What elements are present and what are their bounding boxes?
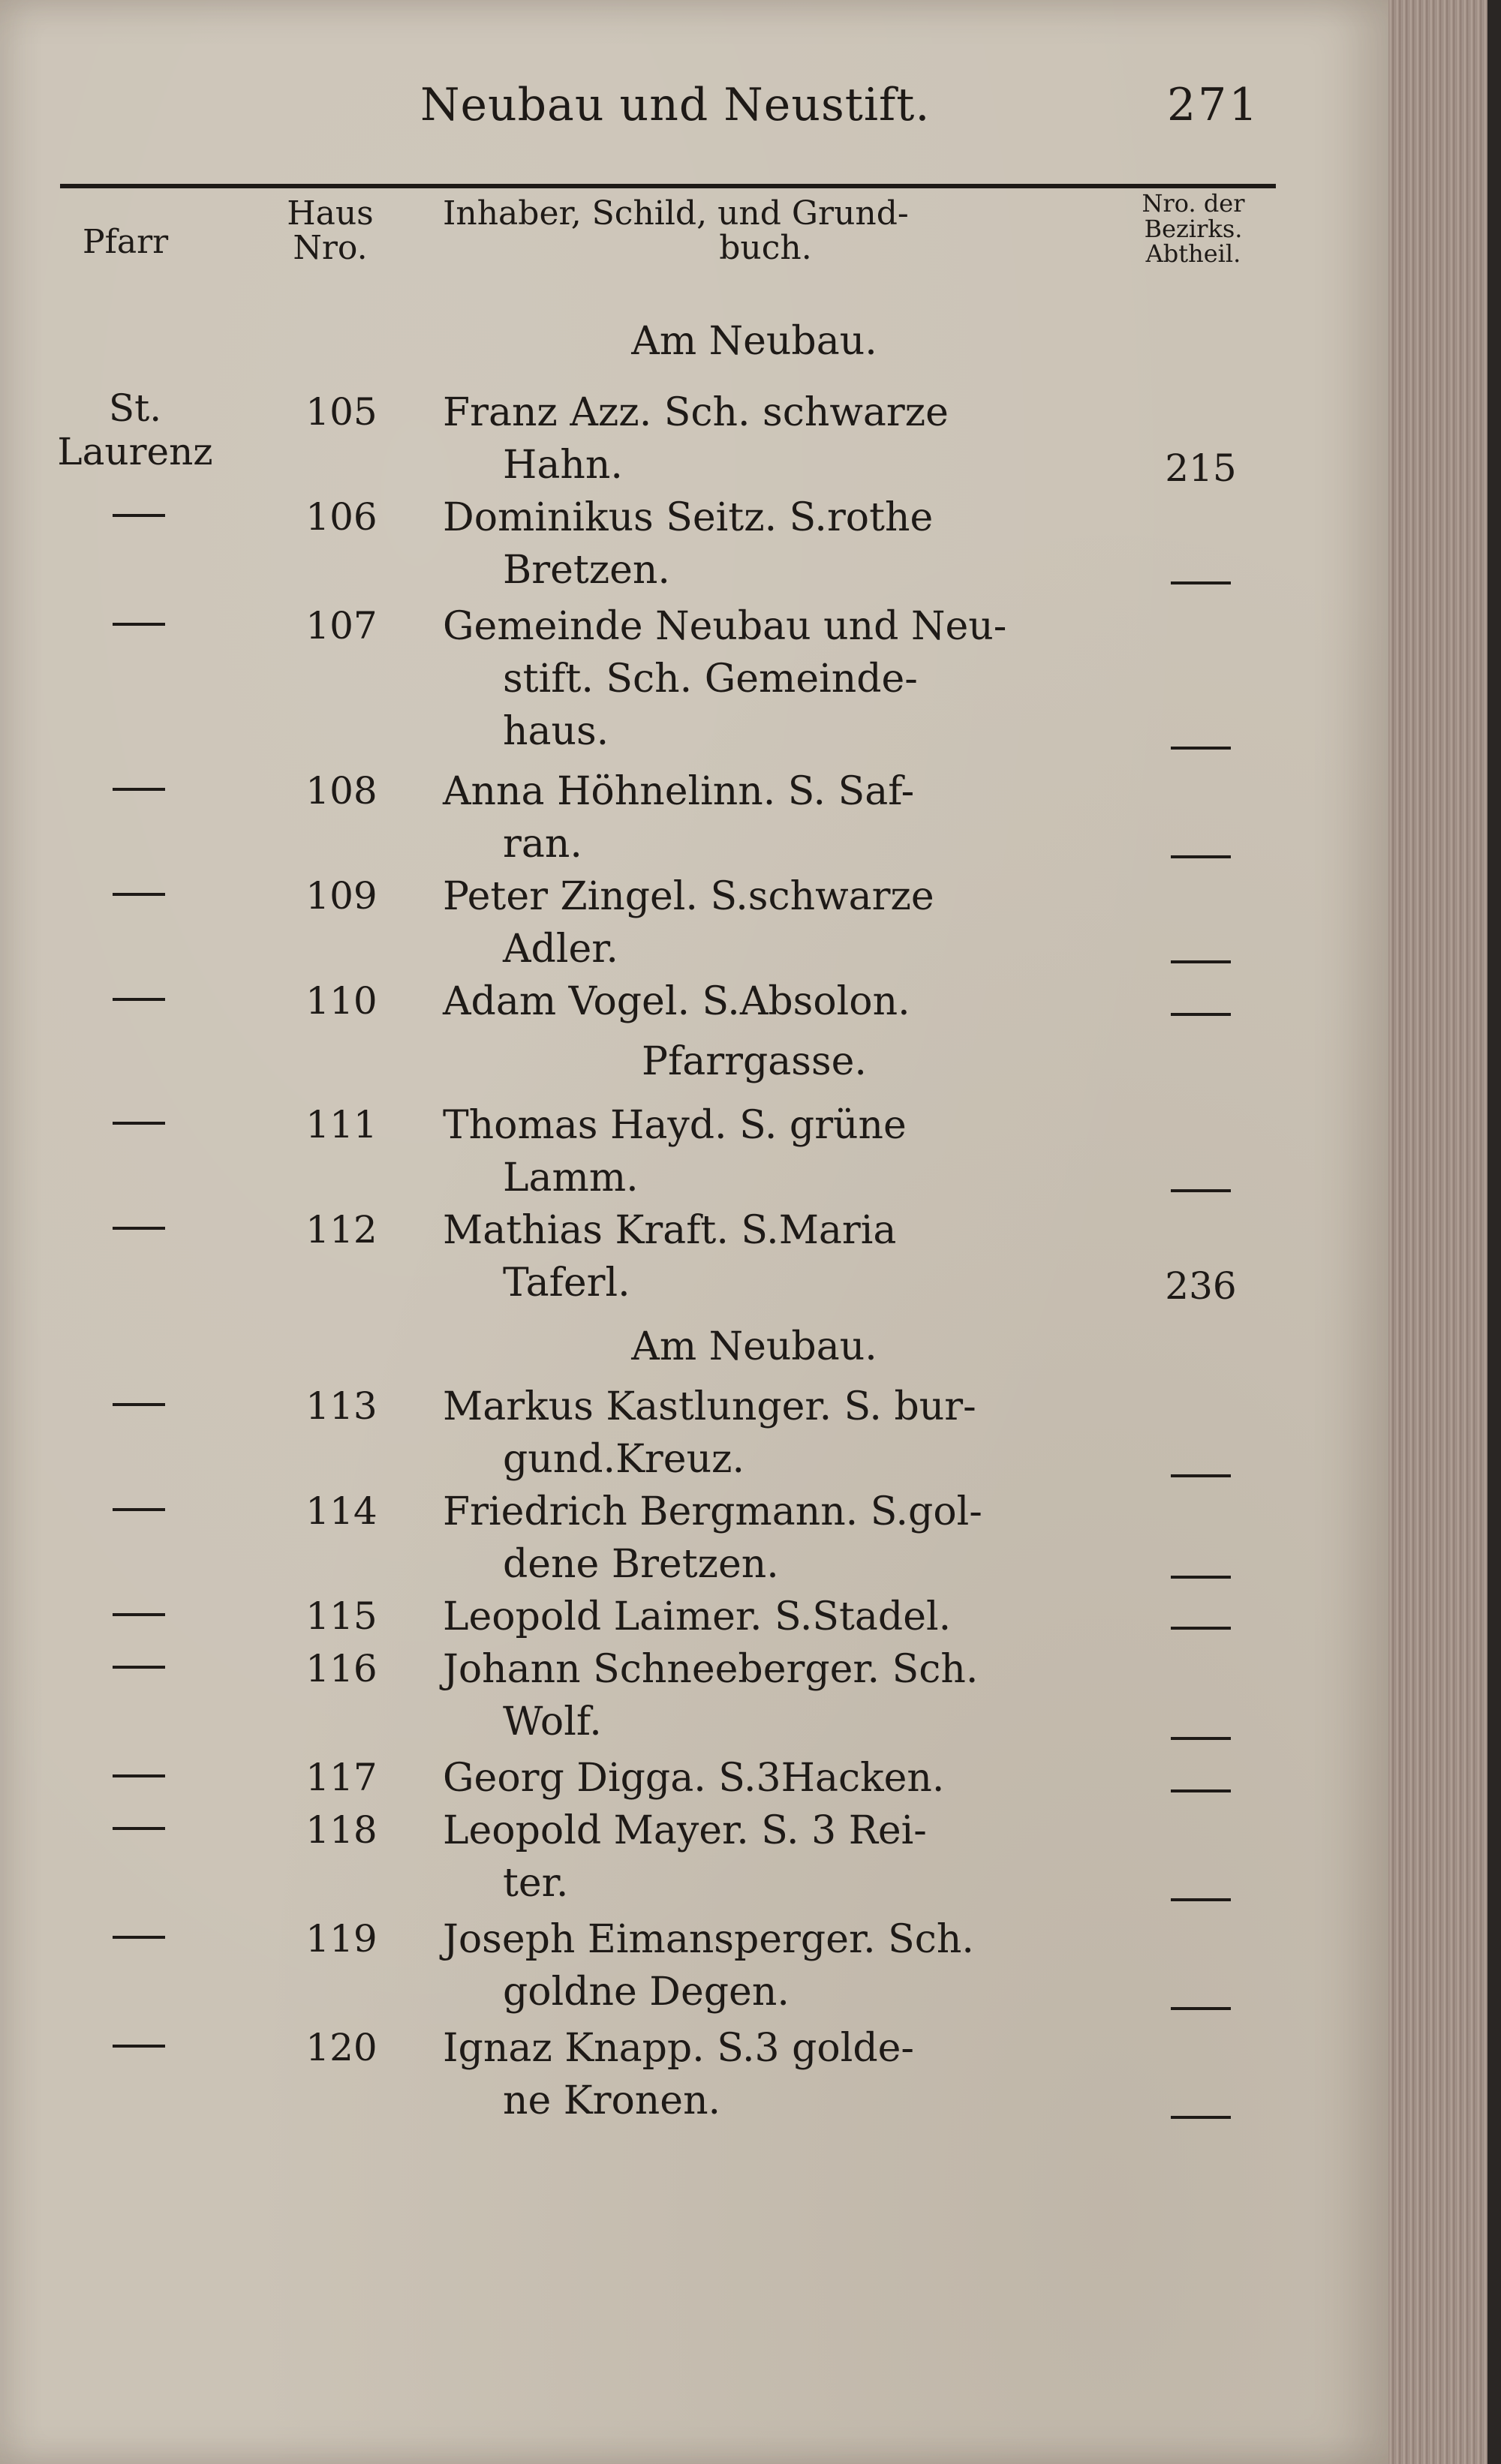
ditto-dash <box>1171 960 1231 963</box>
entry-line: Anna Höhnelinn. S. Saf- <box>443 769 915 814</box>
column-header-district <box>1103 191 1283 267</box>
pfarr-line2: Laurenz <box>57 430 213 473</box>
column-header-district-line3: Abtheil. <box>1145 239 1241 269</box>
district-number: 236 <box>1165 1264 1237 1308</box>
entry-text <box>443 1913 1066 2018</box>
ditto-dash <box>1171 1789 1231 1792</box>
column-header-haus-line2: Nro. <box>293 229 368 268</box>
entry-text <box>443 870 1066 975</box>
ditto-dash <box>113 998 165 1001</box>
header-rule <box>60 184 1276 188</box>
entry-text <box>443 491 1066 596</box>
running-title: Neubau und Neustift. <box>420 79 931 131</box>
ditto-dash <box>113 1508 165 1511</box>
house-number: 114 <box>305 1489 378 1533</box>
ditto-dash <box>1171 1576 1231 1579</box>
entry-text <box>443 1486 1066 1591</box>
entry-line: Ignaz Knapp. S.3 golde- <box>443 2026 914 2071</box>
ditto-dash <box>113 623 165 626</box>
entry-line: haus. <box>503 709 609 754</box>
entry-text <box>443 1804 1066 1910</box>
entry-text <box>443 1381 1066 1486</box>
column-header-pfarr: Pfarr <box>83 223 169 261</box>
entry-text <box>443 1204 1066 1309</box>
house-number: 107 <box>305 604 378 648</box>
entry-line: Georg Digga. S.3Hacken. <box>443 1756 945 1801</box>
entry-line: ter. <box>503 1861 569 1906</box>
section-heading: Pfarrgasse. <box>642 1039 867 1084</box>
district-number: 215 <box>1165 446 1237 490</box>
ditto-dash <box>1171 581 1231 584</box>
house-number: 115 <box>305 1594 378 1638</box>
entry-line: Taferl. <box>503 1261 630 1306</box>
entry-text <box>443 386 1066 491</box>
pfarr-name <box>45 386 225 473</box>
ditto-dash <box>113 1774 165 1777</box>
column-header-haus <box>263 194 398 268</box>
entry-text <box>443 1099 1066 1204</box>
house-number: 106 <box>305 495 378 539</box>
house-number: 113 <box>305 1384 378 1428</box>
column-header-inhaber-line1: Inhaber, Schild, und Grund- <box>443 194 909 233</box>
entry-line: dene Bretzen. <box>503 1542 779 1587</box>
ditto-dash <box>1171 2007 1231 2010</box>
pfarr-line1: St. <box>108 386 162 430</box>
column-header-inhaber <box>443 194 1081 268</box>
entry-line: Leopold Mayer. S. 3 Rei- <box>443 1808 927 1853</box>
entry-line: Peter Zingel. S.schwarze <box>443 874 934 919</box>
house-number: 117 <box>305 1756 378 1799</box>
running-head <box>0 71 1388 146</box>
section-heading: Am Neubau. <box>631 1324 877 1369</box>
ditto-dash <box>113 893 165 896</box>
house-number: 118 <box>305 1808 378 1852</box>
ditto-dash <box>113 2045 165 2048</box>
entry-text <box>443 975 1066 1028</box>
entry-line: Friedrich Bergmann. S.gol- <box>443 1489 982 1534</box>
entry-line: ran. <box>503 822 582 867</box>
ditto-dash <box>113 788 165 791</box>
entry-text <box>443 1752 1066 1804</box>
entry-line: Gemeinde Neubau und Neu- <box>443 604 1007 649</box>
ditto-dash <box>1171 1898 1231 1901</box>
entry-text <box>443 1643 1066 1748</box>
ditto-dash <box>113 1827 165 1830</box>
ditto-dash <box>1171 855 1231 858</box>
ditto-dash <box>113 1613 165 1616</box>
ditto-dash <box>113 1403 165 1406</box>
entry-line: Johann Schneeberger. Sch. <box>443 1647 979 1692</box>
book-page-edge <box>1388 0 1501 2464</box>
ditto-dash <box>1171 2116 1231 2119</box>
column-header-district-line1: Nro. der <box>1142 189 1245 218</box>
entry-line: goldne Degen. <box>503 1970 790 2015</box>
ditto-dash <box>113 1666 165 1669</box>
house-number: 119 <box>305 1917 378 1961</box>
house-number: 111 <box>305 1103 378 1146</box>
entry-line: stift. Sch. Gemeinde- <box>503 657 918 702</box>
column-header-district-line2: Bezirks. <box>1144 214 1243 243</box>
entry-text <box>443 1591 1066 1643</box>
house-number: 120 <box>305 2026 378 2069</box>
ditto-dash <box>1171 1737 1231 1740</box>
house-number: 116 <box>305 1647 378 1690</box>
section-heading: Am Neubau. <box>631 319 877 364</box>
entry-line: Bretzen. <box>503 548 670 593</box>
entry-line: Thomas Hayd. S. grüne <box>443 1103 907 1148</box>
page-number: 271 <box>1167 79 1260 131</box>
entry-line: Markus Kastlunger. S. bur- <box>443 1384 976 1429</box>
house-number: 108 <box>305 769 378 813</box>
entry-line: Leopold Laimer. S.Stadel. <box>443 1594 952 1639</box>
entry-text <box>443 765 1066 870</box>
entry-line: ne Kronen. <box>503 2078 721 2123</box>
entry-text <box>443 600 1066 758</box>
column-header-haus-line1: Haus <box>287 194 374 233</box>
ditto-dash <box>113 1227 165 1230</box>
entry-line: Wolf. <box>503 1699 602 1744</box>
ditto-dash <box>1171 747 1231 750</box>
ditto-dash <box>113 1122 165 1125</box>
house-number: 109 <box>305 874 378 918</box>
house-number: 112 <box>305 1208 378 1252</box>
entry-line: Joseph Eimansperger. Sch. <box>443 1917 974 1962</box>
entry-line: gund.Kreuz. <box>503 1437 744 1482</box>
entry-line: Mathias Kraft. S.Maria <box>443 1208 897 1253</box>
entry-line: Lamm. <box>503 1155 639 1200</box>
house-number: 110 <box>305 979 378 1023</box>
entry-text <box>443 2022 1066 2127</box>
entry-line: Hahn. <box>503 443 623 488</box>
column-header-inhaber-line2: buch. <box>719 229 812 268</box>
ditto-dash <box>113 1936 165 1939</box>
ditto-dash <box>113 514 165 517</box>
entry-line: Dominikus Seitz. S.rothe <box>443 495 934 540</box>
ditto-dash <box>1171 1013 1231 1016</box>
entry-line: Adam Vogel. S.Absolon. <box>443 979 910 1024</box>
entry-line: Adler. <box>503 927 618 972</box>
ditto-dash <box>1171 1189 1231 1192</box>
ditto-dash <box>1171 1474 1231 1477</box>
ditto-dash <box>1171 1627 1231 1630</box>
house-number: 105 <box>305 390 378 434</box>
entry-line: Franz Azz. Sch. schwarze <box>443 390 949 435</box>
